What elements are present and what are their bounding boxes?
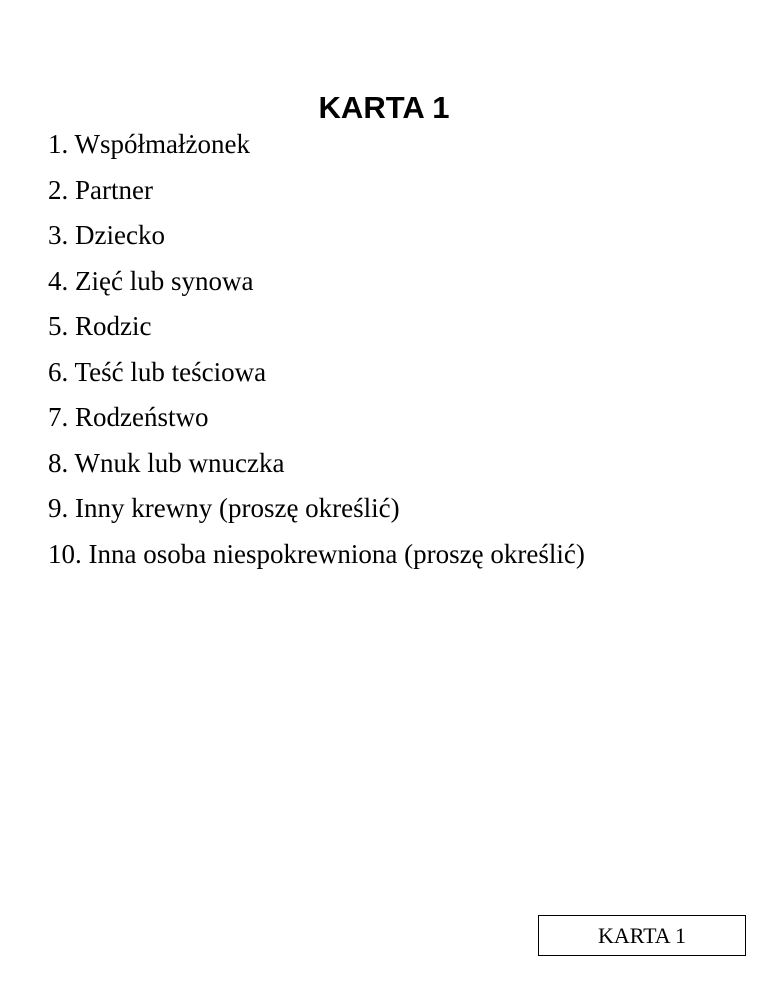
card-label-box <box>538 915 746 956</box>
list-item: 10. Inna osoba niespokrewniona (proszę określić) <box>48 538 585 569</box>
list-item: 3. Dziecko <box>48 220 165 250</box>
list-item: 6. Teść lub teściowa <box>48 356 267 387</box>
list-item: 5. Rodzic <box>48 311 152 341</box>
list-item: 4. Zięć lub synowa <box>48 265 254 296</box>
list-item: 1. Współmałżonek <box>48 129 250 159</box>
list-item: 9. Inny krewny (proszę określić) <box>48 493 400 523</box>
list-item: 2. Partner <box>48 174 153 205</box>
list-item: 8. Wnuk lub wnuczka <box>48 447 285 478</box>
list-item: 7. Rodzeństwo <box>48 402 209 432</box>
options-list <box>48 126 585 581</box>
page-title: KARTA 1 <box>318 90 450 125</box>
card-label: KARTA 1 <box>598 922 686 948</box>
